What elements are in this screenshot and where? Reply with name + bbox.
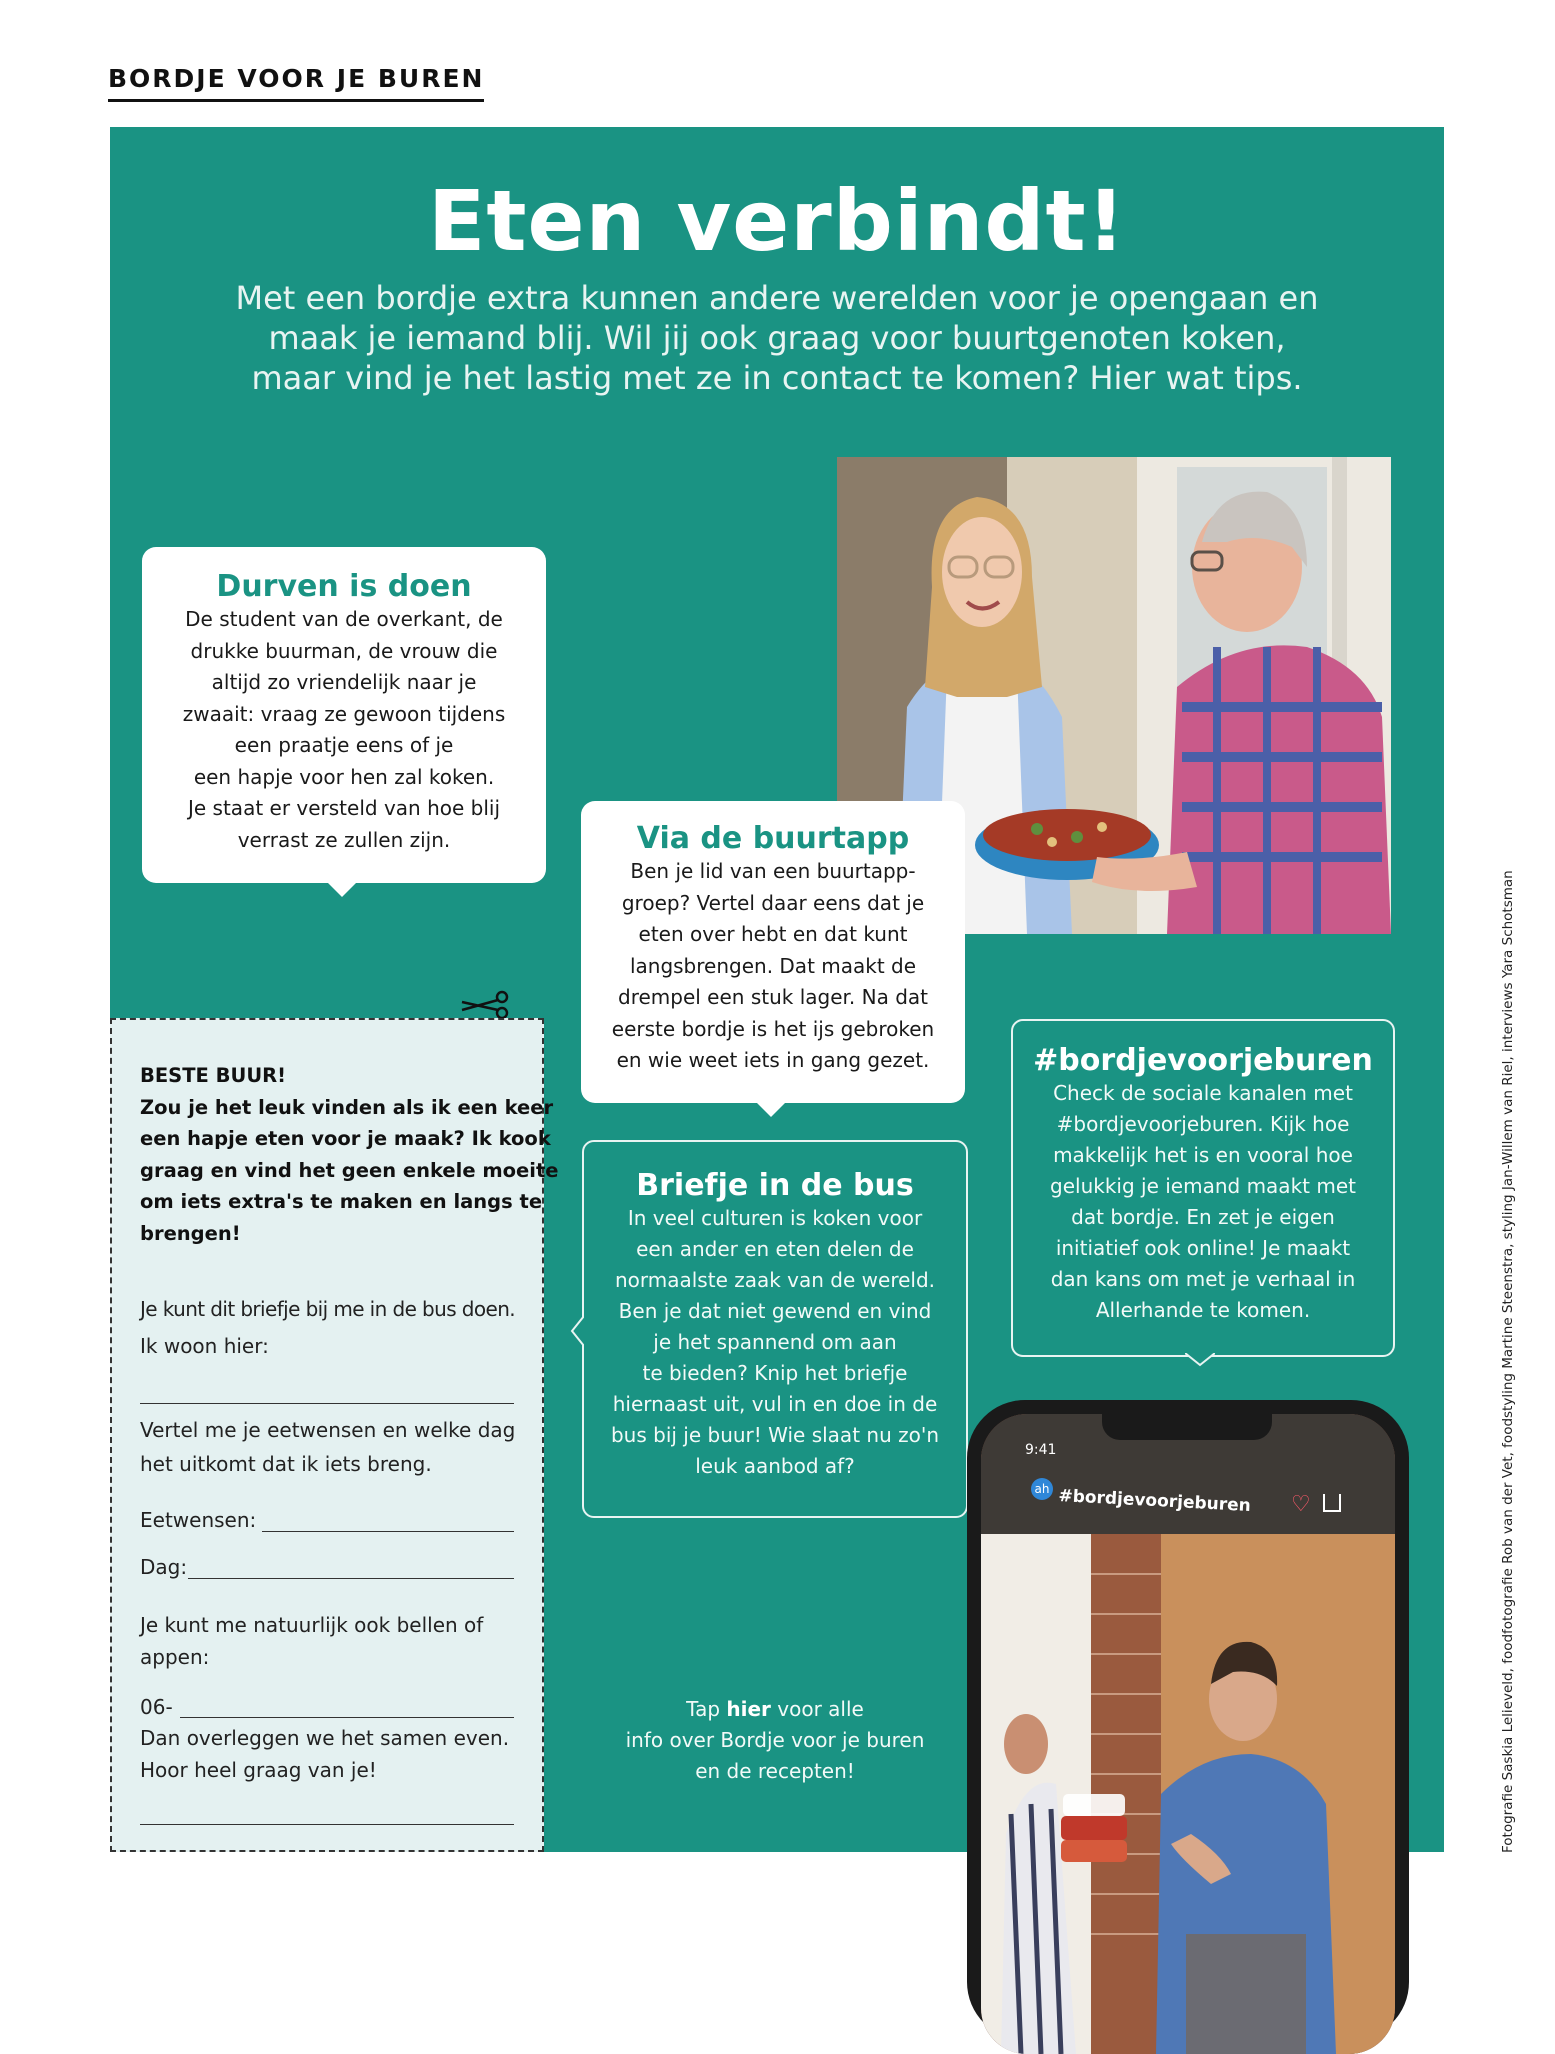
tip-line: altijd zo vriendelijk naar je [211,670,477,694]
note-line: Dan overleggen we het samen even. [140,1726,510,1750]
tap-info-line: info over Bordje voor je buren [625,1728,925,1752]
bubble-tail [570,1316,584,1346]
status-time: 9:41 [1025,1442,1057,1458]
tip-line: Je staat er versteld van hoe blij [187,796,501,820]
tip-line: makkelijk het is en vooral hoe [1053,1143,1353,1167]
tip-line: groep? Vertel daar eens dat je [621,890,925,915]
phone-screen [981,1414,1395,2054]
note-intro-line: graag en vind het geen enkele moeite [140,1158,559,1182]
tip-text [584,1203,966,1482]
app-logo-icon[interactable]: ah [1031,1478,1053,1500]
note-line: Je kunt me natuurlijk ook bellen of [140,1613,484,1637]
tip-text [1013,1078,1393,1326]
tip-line: dan kans om met je verhaal in [1050,1267,1356,1291]
tip-line: Check de sociale kanalen met [1053,1081,1353,1105]
tip-line: eten over hebt en dat kunt [638,922,908,946]
bubble-tail [757,1103,785,1117]
note-intro-line: brengen! [140,1221,241,1245]
share-icon[interactable] [1323,1494,1341,1512]
note-line: Ik woon hier: [140,1334,269,1358]
eetwensen-field[interactable] [262,1531,514,1532]
tip-via-de-buurtapp [581,801,965,1103]
intro-line: Met een bordje extra kunnen andere werelden voor je opengaan en [235,279,1319,317]
tip-line: eerste bordje is het ijs gebroken [611,1016,935,1041]
tip-line: normaalste zaak van de wereld. [614,1268,936,1292]
tip-line: langsbrengen. Dat maakt de [629,953,917,978]
tip-briefje-in-de-bus [582,1140,968,1518]
note-line: appen: [140,1645,210,1669]
cut-out-note [110,1018,559,1852]
tip-line: leuk aanbod af? [695,1454,855,1478]
note-intro-line: om iets extra's te maken en langs te [140,1190,543,1213]
phone-mockup[interactable] [967,1400,1409,2040]
photo-credits: Fotografie Saskia Lelieveld, foodfotografie Rob van der Vet, foodstyling Martine Steenstra, styling Jan-Willem van Riel, interviews Yara Schotsman [1500,870,1516,1853]
page-title: Eten verbindt! [427,172,1127,270]
tip-text [142,604,546,856]
intro-line: maar vind je het lastig met ze in contact te komen? Hier wat tips. [251,359,1303,397]
tap-here-link[interactable]: hier [726,1697,771,1721]
tip-title: Durven is doen [216,569,472,604]
tip-title: #bordjevoorjeburen [1033,1043,1373,1078]
tip-line: De student van de overkant, de [185,607,503,631]
tap-info-line: en de recepten! [695,1759,855,1783]
tap-info-line: Tap hier voor alle [686,1697,864,1721]
tip-line: verrast ze zullen zijn. [237,827,451,852]
note-line: het uitkomt dat ik iets breng. [140,1452,432,1476]
tip-line: zwaait: vraag ze gewoon tijdens [182,701,506,726]
tip-line: bus bij je buur! Wie slaat nu zo'n [610,1423,940,1447]
tip-text [581,856,965,1077]
intro-line: maak je iemand blij. Wil jij ook graag voor buurtgenoten koken, [268,319,1286,357]
intro-text [190,278,1364,398]
note-intro-line: een hapje eten voor je maak? Ik kook [140,1127,551,1150]
phone-prefix-label: 06- [140,1695,173,1719]
bubble-tail [328,883,356,897]
tip-hashtag [1011,1019,1395,1357]
dag-label: Dag: [140,1555,188,1579]
note-intro-line: Zou je het leuk vinden als ik een keer [140,1095,554,1119]
tip-line: In veel culturen is koken voor [627,1206,923,1230]
tip-line: hiernaast uit, vul in en doe in de [612,1392,938,1416]
bubble-tail [1185,1353,1215,1367]
tip-line: Allerhande te komen. [1095,1298,1311,1322]
tip-line: en wie weet iets in gang gezet. [616,1048,930,1072]
scissors-icon [460,990,510,1020]
note-line: Je kunt dit briefje bij me in de bus doen. [140,1297,516,1321]
address-field[interactable] [140,1403,514,1404]
tip-line: Ben je lid van een buurtapp- [630,859,916,883]
tip-line: een hapje voor hen zal koken. [193,764,495,789]
tip-line: een ander en eten delen de [636,1237,914,1261]
eetwensen-label: Eetwensen: [140,1508,257,1532]
phone-notch [1102,1414,1272,1440]
heart-icon[interactable]: ♡ [1291,1492,1311,1517]
tip-line: drempel een stuk lager. Na dat [618,985,928,1009]
tip-line: een praatje eens of je [234,733,454,757]
note-intro [140,1060,559,1249]
tip-line: initiatief ook online! Je maakt [1055,1236,1351,1260]
tip-line: Ben je dat niet gewend en vind [618,1299,932,1323]
section-kicker: BORDJE VOOR JE BUREN [108,64,484,102]
tip-line: gelukkig je iemand maakt met [1050,1174,1356,1198]
screen-hashtag: #bordjevoorjeburen [1057,1486,1252,1517]
tap-info-link[interactable] [590,1694,960,1787]
tip-line: dat bordje. En zet je eigen [1071,1205,1335,1229]
note-line: Hoor heel graag van je! [140,1758,377,1782]
tip-title: Briefje in de bus [636,1168,914,1203]
signature-field[interactable] [140,1824,514,1825]
tip-title: Via de buurtapp [636,821,910,856]
note-line: Vertel me je eetwensen en welke dag [140,1418,516,1442]
tip-line: #bordjevoorjeburen. Kijk hoe [1056,1112,1350,1136]
tip-line: je het spannend om aan [653,1330,897,1354]
tip-line: drukke buurman, de vrouw die [190,638,498,663]
phone-number-field[interactable] [180,1717,514,1718]
tip-durven-is-doen [142,547,546,883]
dag-field[interactable] [188,1578,514,1579]
tip-line: te bieden? Knip het briefje [642,1361,908,1385]
note-heading: BESTE BUUR! [140,1064,287,1087]
